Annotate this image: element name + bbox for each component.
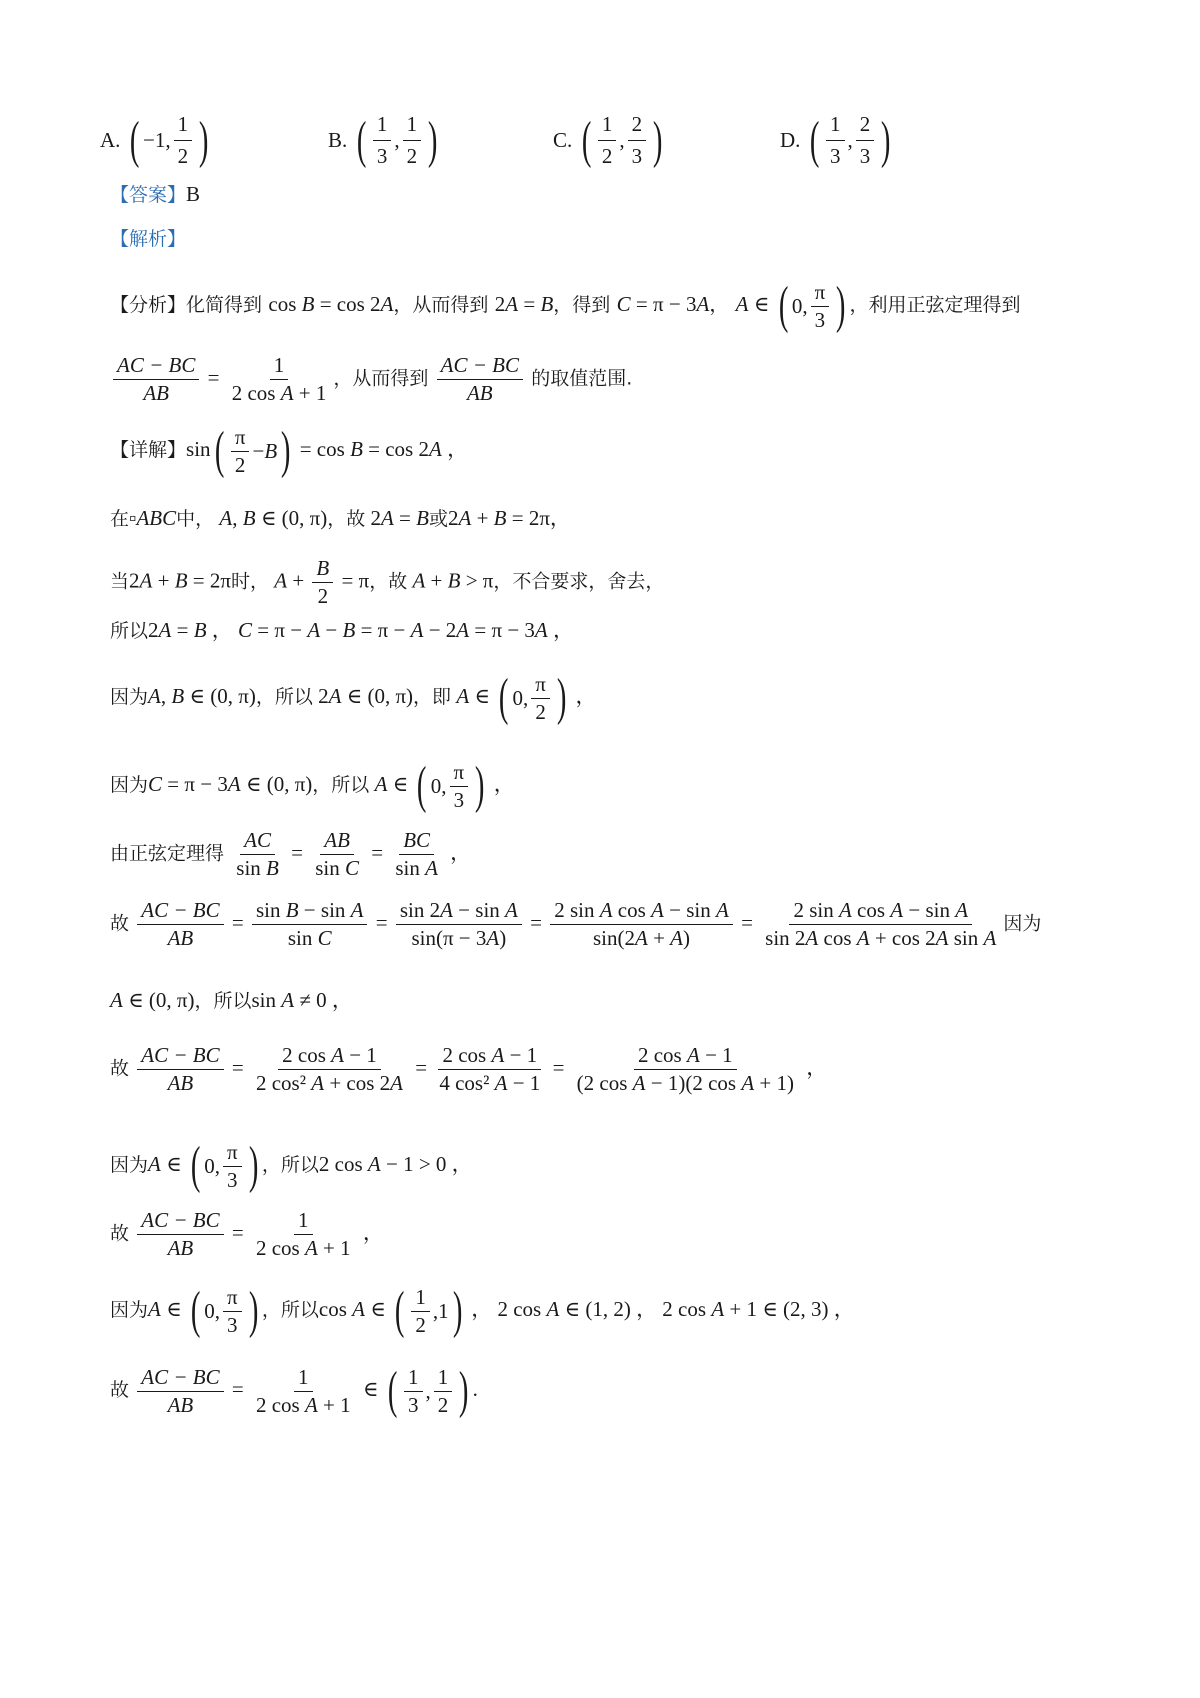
fenxi-text: ，从而得到 (393, 293, 489, 316)
text: ，不合要求，舍去， (493, 570, 665, 593)
xiangjie-line-3: 当2A + B = 2π时， A + $\frac{B}{2}$ = π，故 A + B > π，不合要求，舍去， (110, 556, 665, 608)
text: 中， (176, 508, 215, 530)
text: ，故 (369, 570, 408, 593)
fenxi-text: 的取值范围. (531, 367, 633, 390)
text: 因为 (110, 1298, 149, 1321)
option-d: D. ( $\frac{1}{3}$ , $\frac{2}{3}$ ) (780, 111, 891, 169)
option-c: C. ( $\frac{1}{2}$ , $\frac{2}{3}$ ) (553, 111, 663, 169)
text: 故 (110, 1222, 130, 1245)
text: 时， (230, 570, 269, 593)
fenxi-text: ，得到 (553, 293, 611, 316)
text: 因为 (1003, 912, 1042, 935)
answer-tag: 【答案】 (110, 184, 187, 206)
text: ，所以 (261, 1153, 319, 1176)
option-a-label: A. (100, 128, 121, 152)
text: 当 (110, 570, 130, 593)
xiangjie-line-1: 【详解】sin ( $\frac{\pi}{2}$ − B ) = cos B = cos 2A ， (110, 422, 469, 479)
text: 由正弦定理得 (110, 842, 225, 865)
fenxi-text: ，利用正弦定理得到 (849, 293, 1021, 316)
xiangjie-line-5: 因为A, B ∈ (0, π)，所以 2A ∈ (0, π)，即 A ∈ ( 0, $\frac{\pi}{2}$ ) ， (110, 669, 597, 726)
option-b-label: B. (328, 128, 348, 152)
text: ，即 (413, 685, 452, 708)
xiangjie-line-6: 因为C = π − 3A ∈ (0, π)，所以 A ∈ ( 0, $\frac{\pi}{3}$ ) ， (110, 757, 515, 814)
xiangjie-tag: 【详解】 (110, 438, 187, 461)
analysis-tag-line (110, 228, 1120, 249)
text: ，所以 (255, 685, 313, 708)
xiangjie-line-8: 故 $\frac{AC - BC}{AB}$ = $\frac{\text{sin B − sin A}}{\text{sin C}}$ = $\frac{\text{sin 2A − sin A}}{\sin(\pi - 3A)}$ = $\frac{\text{2 sin A cos A − sin A}}{\sin(2A + A)}$ = $\frac{\text{2 sin A cos A − sin A}}{\text{sin 2A cos A + cos 2A sin A}}$ 因为 (110, 898, 1042, 950)
fenxi-text: ，从而得到 (333, 367, 429, 390)
option-a: A. ( −1, $\frac{1}{2}$ ) (100, 111, 209, 169)
xiangjie-line-12: 故 $\frac{AC - BC}{AB}$ = $\frac{1}{\text{2 cos A + 1}}$ ， (110, 1208, 384, 1260)
fenxi-line-1: 【分析】化简得到 cos B = cos 2A，从而得到 2A = B，得到 C = π − 3A， A ∈ ( 0, $\frac{\pi}{3}$ ) ，利用正弦定理得到 (110, 277, 1021, 334)
fenxi-line-2: $\frac{AC - BC}{AB}$ = $\frac{1}{\text{2 cos A + 1}}$ ，从而得到 $\frac{AC - BC}{AB}$ 的取值范围. (110, 355, 1120, 404)
text: 所以 (110, 620, 149, 642)
text: 故 (110, 912, 130, 935)
text: 在 (110, 508, 130, 530)
text: 故 (110, 1378, 130, 1401)
text: ，所以 (261, 1298, 319, 1321)
answer-value: B (186, 182, 201, 206)
fenxi-text: 化简得到 (186, 293, 263, 316)
xiangjie-line-14: 故 $\frac{AC - BC}{AB}$ = $\frac{1}{\text{2 cos A + 1}}$ ∈ ( $\frac{1}{3}$ , $\frac{1}{2}$ ) . (110, 1362, 478, 1419)
option-b: B. ( $\frac{1}{3}$ , $\frac{1}{2}$ ) (328, 111, 438, 169)
text: 因为 (110, 1153, 149, 1176)
answer-line (110, 184, 1120, 205)
xiangjie-line-4: 所以2A = B ， C = π − A − B = π − A − 2A = π − 3A ， (110, 618, 574, 642)
xiangjie-line-11: 因为A ∈ ( 0, $\frac{\pi}{3}$ ) ，所以2 cos A − 1 > 0 ， (110, 1137, 473, 1194)
text: 因为 (110, 773, 149, 796)
text: 因为 (110, 685, 149, 708)
xiangjie-line-13: 因为A ∈ ( 0, $\frac{\pi}{3}$ ) ，所以cos A ∈ ( $\frac{1}{2}$ ,1 ) ， 2 cos A ∈ (1, 2) ， 2 cos A + 1 ∈ (2, 3) ， (110, 1282, 855, 1339)
xiangjie-line-7: 由正弦定理得 $\frac{AC}{\text{sin B}}$ = $\frac{AB}{\text{sin C}}$ = $\frac{BC}{\text{sin A}}$ ， (110, 828, 472, 880)
fenxi-tag: 【分析】 (110, 293, 187, 316)
text: 或 (428, 508, 448, 530)
option-d-label: D. (780, 128, 801, 152)
analysis-tag: 【解析】 (110, 228, 187, 250)
text: ，所以 (312, 773, 370, 796)
xiangjie-line-10: 故 $\frac{AC - BC}{AB}$ = $\frac{\text{2 cos A − 1}}{\text{2 cos² A + cos 2A}}$ = $\frac{\text{2 cos A − 1}}{\text{4 cos² A − 1}}$ = $\frac{\text{2 cos A − 1}}{\text{(2 cos A − 1)(2 cos A + 1)}}$ ， (110, 1043, 828, 1095)
option-c-label: C. (553, 128, 573, 152)
text: 故 (110, 1057, 130, 1080)
text: ，故 (327, 508, 366, 530)
xiangjie-line-2: 在▫ABC中， A, B ∈ (0, π)，故 2A = B或2A + B = 2π， (110, 506, 571, 530)
xiangjie-line-9: A ∈ (0, π)，所以sin A ≠ 0 ， (110, 988, 353, 1012)
text: ，所以 (194, 990, 252, 1012)
